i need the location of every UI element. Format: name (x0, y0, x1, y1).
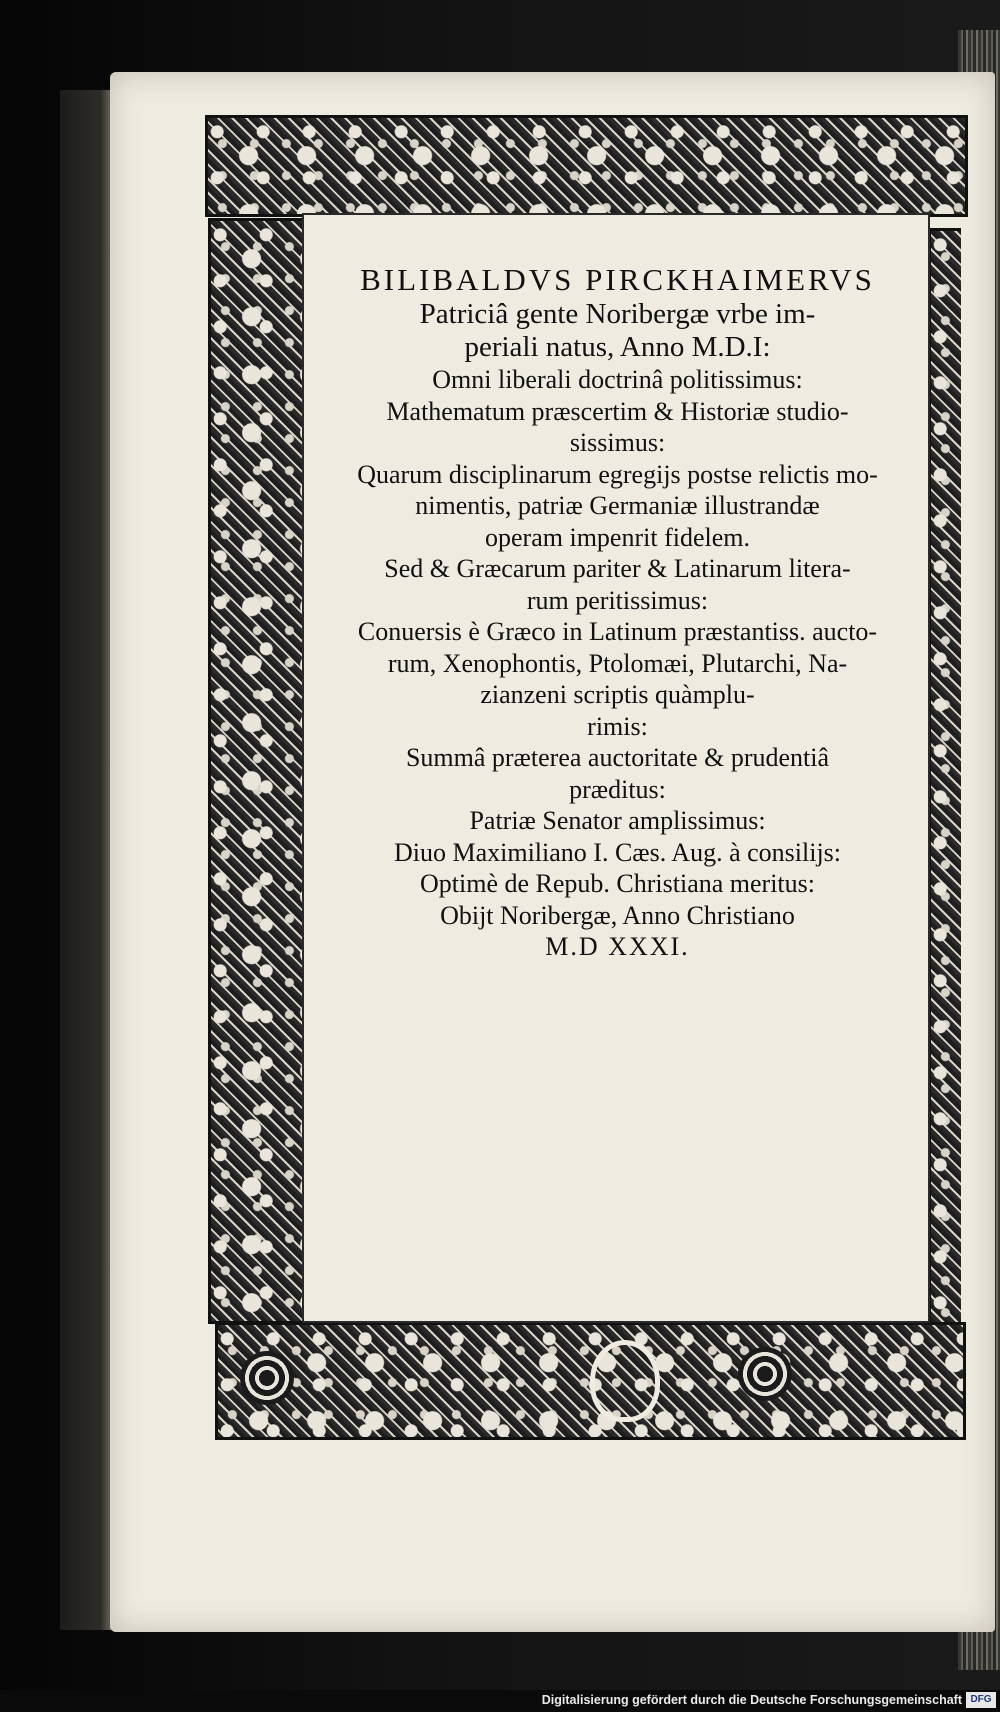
body-line: Sed & Græcarum pariter & Latinarum litera- (384, 554, 851, 583)
rosette-ornament-icon (240, 1351, 294, 1405)
dfg-logo-icon: DFG (966, 1692, 996, 1708)
body-line: M.D XXXI. (545, 932, 690, 961)
title-line: BILIBALDVS PIRCKHAIMERVS (360, 262, 875, 297)
funding-credit: Digitalisierung gefördert durch die Deutsche Forschungsgemeinschaft (541, 1693, 962, 1707)
body-line: rum, Xenophontis, Ptolomæi, Plutarchi, Na- (387, 648, 848, 678)
body-line: zianzeni scriptis quàmplu- (480, 680, 755, 709)
rosette-ornament-icon (738, 1347, 792, 1401)
body-line: Omni liberali doctrinâ politissimus: (432, 365, 803, 394)
body-line: Summâ præterea auctoritate & prudentiâ (405, 743, 830, 772)
title-line: Patriciâ gente Noribergæ vrbe im- (419, 298, 816, 330)
woodcut-border-left (208, 218, 306, 1324)
oval-medallion-icon (590, 1340, 660, 1422)
woodcut-border-right (928, 228, 961, 1334)
body-line: sissimus: (569, 428, 666, 457)
body-line: nimentis, patriæ Germaniæ illustrandæ (415, 491, 820, 520)
body-line: rimis: (587, 711, 648, 741)
body-line: Optimè de Repub. Christiana meritus: (420, 869, 815, 898)
body-line: Conuersis è Græco in Latinum præstantiss. aucto- (357, 617, 878, 646)
title-line: periali natus, Anno M.D.I: (464, 331, 771, 363)
body-line: Patriæ Senator amplissimus: (469, 806, 766, 835)
woodcut-border-top (205, 115, 968, 217)
body-line: Diuo Maximiliano I. Cæs. Aug. à consilijs: (393, 837, 842, 867)
body-line: rum peritissimus: (526, 585, 709, 615)
body-line: Mathematum præscertim & Historiæ studio- (386, 396, 849, 426)
body-line: operam impenrit fidelem. (485, 522, 750, 552)
body-line: præditus: (569, 774, 666, 804)
body-line: Quarum disciplinarum egregijs postse relictis mo- (357, 459, 878, 489)
epitaph-text (310, 262, 925, 963)
body-line: Obijt Noribergæ, Anno Christiano (440, 900, 795, 930)
